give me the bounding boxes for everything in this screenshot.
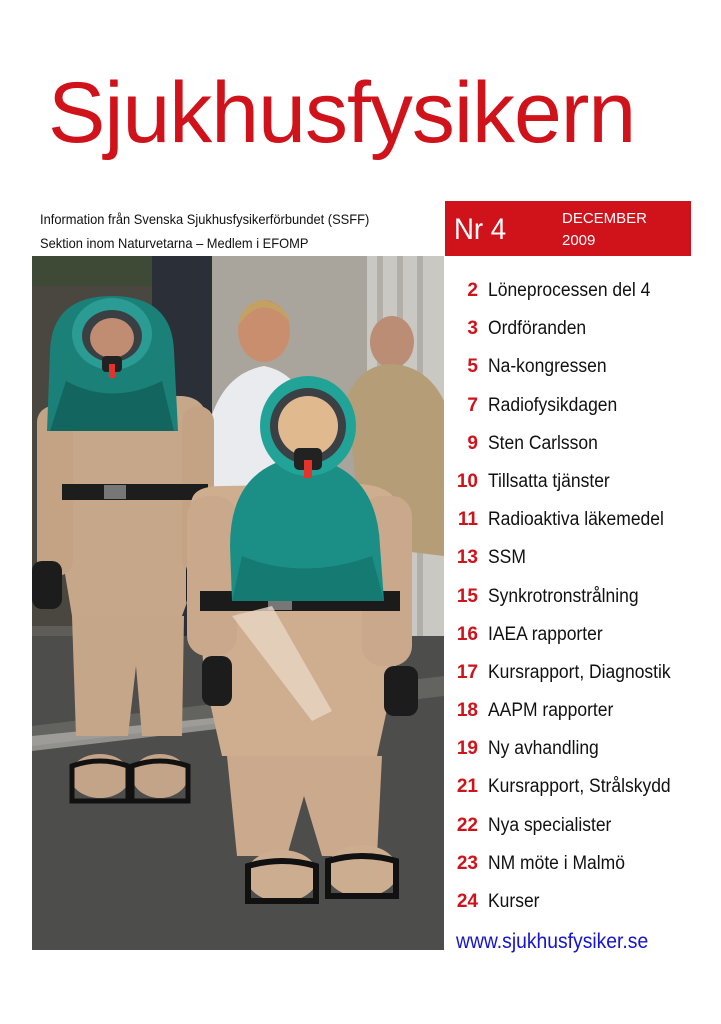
toc-title: Löneprocessen del 4 [488, 280, 651, 301]
issue-month: DECEMBER [562, 210, 648, 227]
toc-item[interactable] [445, 738, 715, 776]
toc-item[interactable] [445, 586, 715, 624]
toc-item[interactable] [445, 318, 715, 356]
toc-title: Ordföranden [488, 318, 587, 340]
toc-item[interactable] [445, 395, 715, 433]
publisher-line: Information från Svenska Sjukhusfysikerförbundet (SSFF) [40, 211, 370, 227]
toc-page: 2 [467, 280, 478, 301]
toc-title: Nya specialister [488, 814, 612, 836]
toc-title: Synkrotronstrålning [488, 585, 639, 607]
toc-item[interactable] [445, 891, 715, 929]
toc-page: 13 [456, 547, 478, 569]
toc-title: Kursrapport, Diagnostik [488, 661, 671, 683]
toc-page: 3 [467, 318, 478, 340]
toc-page: 15 [456, 585, 478, 607]
toc-page: 10 [456, 470, 478, 492]
toc-page: 21 [456, 776, 478, 798]
toc-page: 22 [456, 814, 478, 836]
toc-item[interactable] [445, 433, 715, 471]
toc-page: 5 [467, 356, 478, 378]
toc-title: Tillsatta tjänster [488, 470, 610, 492]
toc-page: 23 [456, 852, 478, 874]
section-line: Sektion inom Naturvetarna – Medlem i EFOMP [40, 235, 309, 251]
toc-page: 16 [456, 623, 478, 645]
issue-year: 2009 [562, 232, 596, 249]
toc-title: Sten Carlsson [488, 432, 598, 454]
toc-title: SSM [488, 547, 526, 569]
toc-title: Kurser [488, 891, 540, 912]
toc-page: 18 [456, 700, 478, 722]
magazine-title: Sjukhusfysikern [48, 65, 636, 161]
toc-page: 11 [457, 509, 478, 531]
toc-item[interactable] [445, 815, 715, 853]
cover-photo [32, 256, 444, 950]
toc-title: AAPM rapporter [488, 700, 614, 722]
toc-item[interactable] [445, 509, 715, 547]
toc-title: Ny avhandling [488, 738, 599, 760]
toc-page: 9 [467, 432, 478, 454]
toc-title: NM möte i Malmö [488, 852, 625, 874]
cover-photo-hazmat-suits [32, 256, 444, 950]
toc-title: IAEA rapporter [488, 623, 603, 645]
toc-title: Na-kongressen [488, 356, 607, 378]
toc-item[interactable] [445, 624, 715, 662]
toc-item[interactable] [445, 853, 715, 891]
toc-item[interactable] [445, 356, 715, 394]
toc-item[interactable] [445, 280, 715, 318]
toc-item[interactable] [445, 662, 715, 700]
website-link[interactable]: www.sjukhusfysiker.se [456, 930, 649, 953]
toc-page: 24 [456, 891, 478, 912]
toc-title: Radiofysikdagen [488, 394, 618, 416]
toc-item[interactable] [445, 547, 715, 585]
toc-item[interactable] [445, 700, 715, 738]
toc-page: 19 [456, 738, 478, 760]
toc-item[interactable] [445, 776, 715, 814]
toc-title: Radioaktiva läkemedel [488, 509, 664, 531]
issue-number: Nr 4 [454, 213, 507, 246]
toc-item[interactable] [445, 471, 715, 509]
toc-title: Kursrapport, Strålskydd [488, 776, 671, 798]
toc-page: 7 [467, 394, 478, 416]
table-of-contents [445, 280, 715, 929]
issue-banner [445, 201, 691, 256]
toc-page: 17 [456, 661, 478, 683]
